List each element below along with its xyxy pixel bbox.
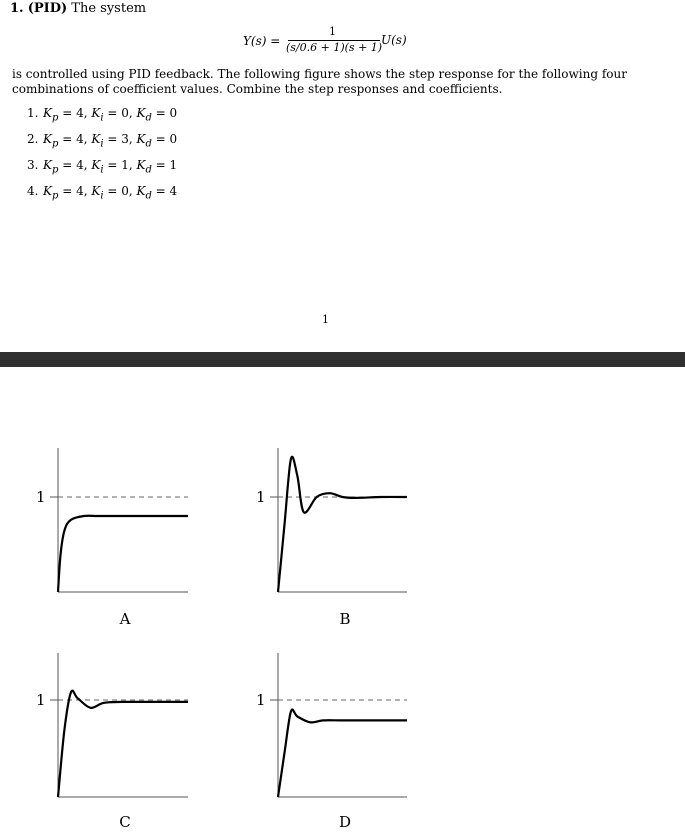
list-item: 3. $K_p = 4$, $K_i = 1$, $K_d = 1$ [27, 158, 178, 176]
step-response-figure [0, 367, 685, 839]
panel-label: D [338, 813, 352, 831]
problem-paragraph: is controlled using PID feedback. The following figure shows the step response for the following four combinations of coefficient values. Combine the step responses and coefficients. [12, 67, 627, 96]
list-item: 4. $K_p = 4$, $K_i = 0$, $K_d = 4$ [27, 184, 178, 202]
reference-label: 1 [36, 691, 46, 709]
equation-lhs: Y(s) = [243, 34, 281, 48]
list-item: 2. $K_p = 4$, $K_i = 3$, $K_d = 0$ [27, 132, 178, 150]
list-item: 1. $K_p = 4$, $K_i = 0$, $K_d = 0$ [27, 106, 178, 124]
problem-tag: (PID) [27, 1, 68, 16]
panel-label: B [339, 610, 351, 628]
transfer-function-equation [240, 26, 430, 60]
response-curve [58, 516, 188, 592]
page-number: 1 [322, 313, 329, 326]
response-curve [278, 710, 407, 797]
equation-denominator: (s/0.6 + 1)(s + 1) [286, 41, 383, 54]
panel-label: C [119, 813, 131, 831]
reference-label: 1 [256, 691, 266, 709]
reference-label: 1 [36, 488, 46, 506]
problem-intro: The system [71, 1, 147, 16]
equation-rhs: U(s) [381, 33, 407, 47]
page-divider [0, 352, 685, 367]
panel-label: A [119, 610, 131, 628]
problem-heading [10, 1, 146, 16]
response-curve [278, 457, 407, 592]
reference-label: 1 [256, 488, 266, 506]
equation-numerator: 1 [329, 25, 336, 38]
step-response-svg [0, 367, 685, 839]
page-top [0, 0, 685, 352]
coefficient-list [27, 106, 177, 210]
response-curve [58, 691, 188, 797]
problem-number: 1. [10, 1, 24, 16]
